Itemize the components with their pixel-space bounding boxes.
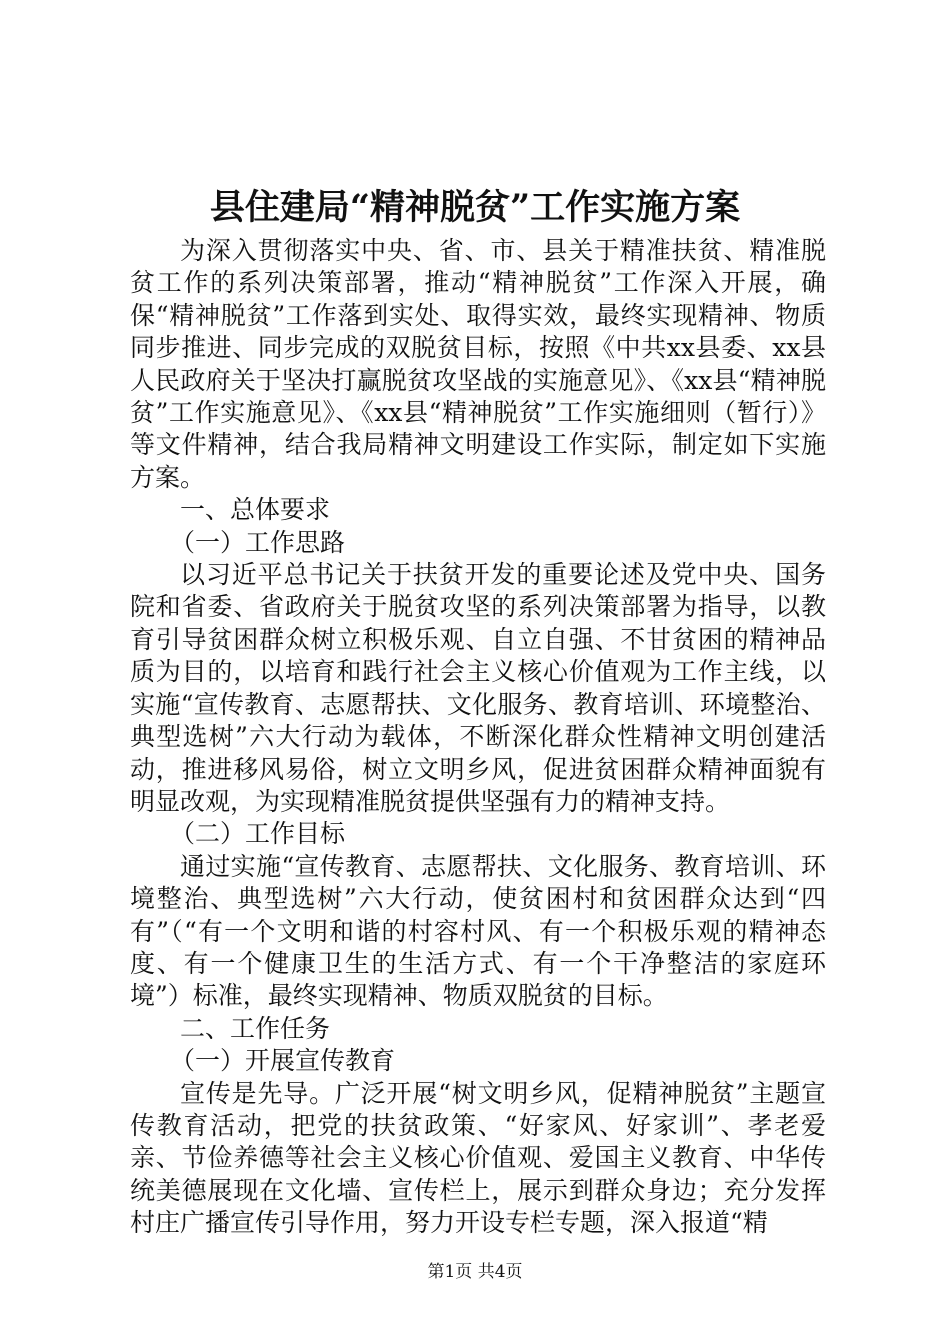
paragraph-work-goals: 通过实施“宣传教育、志愿帮扶、文化服务、教育培训、环境整治、典型选树”六大行动，使贫困村和贫困群众达到“四有”（“有一个文明和谐的村容村风、有一个积极乐观的精神态度、有一个健康卫生的生活方式、有一个干净整洁的家庭环境”）标准，最终实现精神、物质双脱贫的目标。 (130, 851, 826, 1011)
heading-general-requirements: 一、总体要求 (180, 495, 331, 525)
subheading-publicity-education: （一）开展宣传教育 (170, 1046, 396, 1076)
document-title: 县住建局“精神脱贫”工作实施方案 (209, 187, 741, 228)
paragraph-work-ideas: 以习近平总书记关于扶贫开发的重要论述及党中央、国务院和省委、省政府关于脱贫攻坚的系列决策部署为指导，以教育引导贫困群众树立积极乐观、自立自强、不甘贫困的精神品质为目的，以培育和践行社会主义核心价值观为工作主线，以实施“宣传教育、志愿帮扶、文化服务、教育培训、环境整治、典型选树”六大行动为载体，不断深化群众性精神文明创建活动，推进移风易俗，树立文明乡风，促进贫困群众精神面貌有明显改观，为实现精准脱贫提供坚强有力的精神支持。 (130, 560, 826, 816)
page-footer: 第1页 共4页 (427, 1262, 523, 1282)
document-body (130, 235, 826, 1240)
heading-work-tasks: 二、工作任务 (180, 1013, 331, 1043)
subheading-work-goals: （二）工作目标 (170, 819, 346, 849)
subheading-work-ideas: （一）工作思路 (170, 527, 346, 557)
paragraph-intro: 为深入贯彻落实中央、省、市、县关于精准扶贫、精准脱贫工作的系列决策部署，推动“精神脱贫”工作深入开展，确保“精神脱贫”工作落到实处、取得实效，最终实现精神、物质同步推进、同步完成的双脱贫目标，按照《中共xx县委、xx县人民政府关于坚决打赢脱贫攻坚战的实施意见》、《xx县“精神脱贫”工作实施意见》、《xx县“精神脱贫”工作实施细则（暂行）》等文件精神，结合我局精神文明建设工作实际，制定如下实施方案。 (130, 236, 826, 492)
paragraph-publicity-education: 宣传是先导。广泛开展“树文明乡风，促精神脱贫”主题宣传教育活动，把党的扶贫政策、“好家风、好家训”、孝老爱亲、节俭养德等社会主义核心价值观、爱国主义教育、中华传统美德展现在文化墙、宣传栏上，展示到群众身边；充分发挥村庄广播宣传引导作用，努力开设专栏专题，深入报道“精 (130, 1078, 826, 1238)
